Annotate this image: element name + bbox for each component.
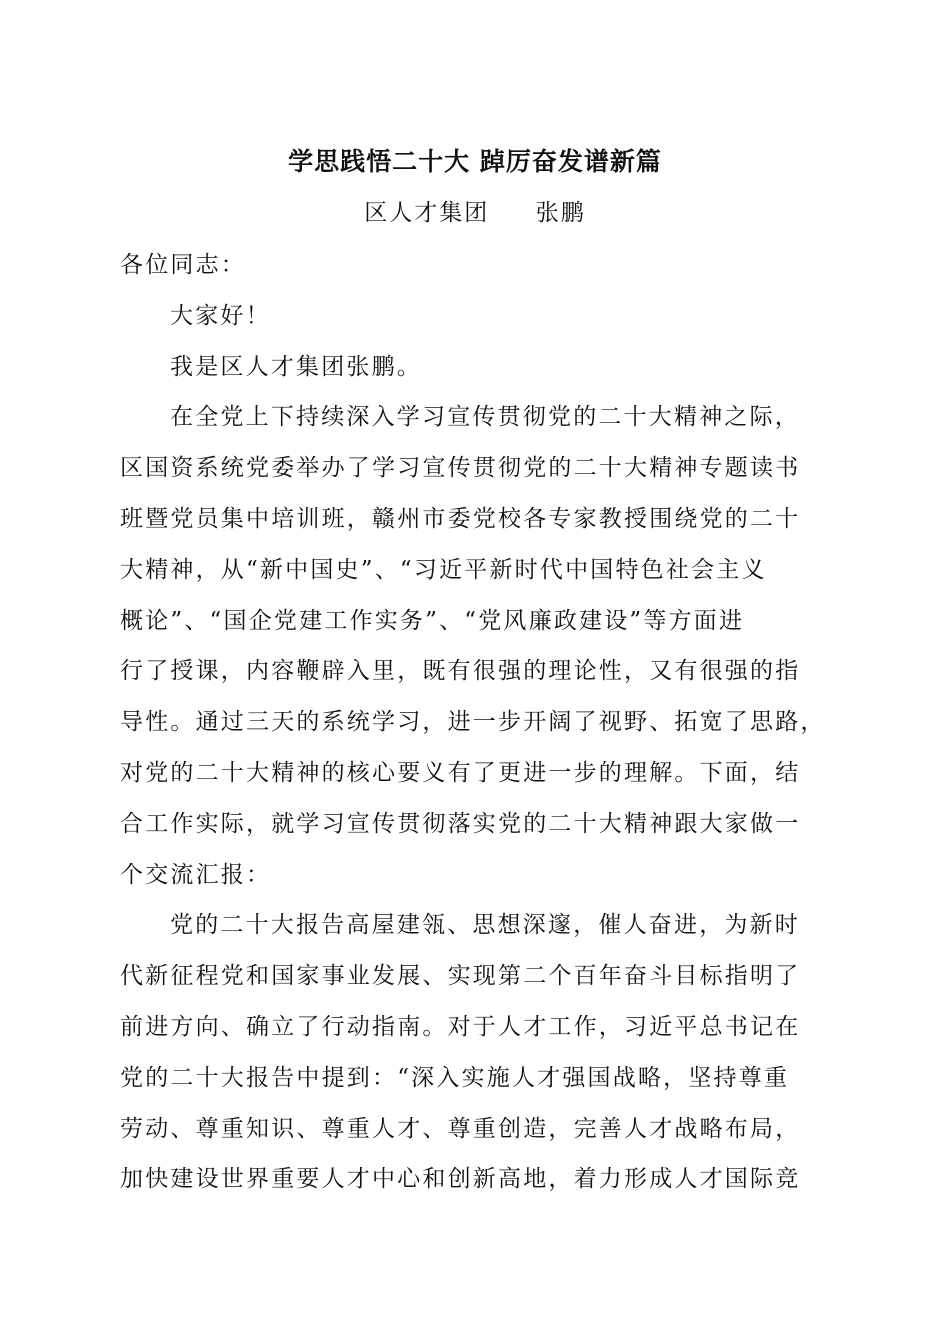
paragraph-line: 区国资系统党委举办了学习宣传贯彻党的二十大精神专题读书 — [120, 455, 801, 482]
paragraph-line: 劳动、尊重知识、尊重人才、尊重创造，完善人才战略布局， — [120, 1115, 801, 1142]
paragraph-line: 党的二十大报告高屋建瓴、思想深邃，催人奋进，为新时 — [170, 912, 800, 939]
document-body — [120, 240, 830, 1205]
paragraph-line: 个交流汇报： — [120, 861, 272, 888]
paragraph-line: 党的二十大报告中提到：“深入实施人才强国战略，坚持尊重 — [120, 1064, 790, 1091]
intro-line: 我是区人才集团张鹏。 — [170, 353, 422, 380]
paragraph-line: 概论”、“国企党建工作实务”、“党风廉政建设”等方面进 — [120, 607, 745, 634]
paragraph-line: 前进方向、确立了行动指南。对于人才工作，习近平总书记在 — [120, 1013, 801, 1040]
paragraph-line: 导性。通过三天的系统学习，进一步开阔了视野、拓宽了思路， — [120, 709, 826, 736]
paragraph-1 — [120, 392, 830, 900]
paragraph-line: 加快建设世界重要人才中心和创新高地，着力形成人才国际竞 — [120, 1166, 801, 1193]
paragraph-line: 班暨党员集中培训班，赣州市委党校各专家教授围绕党的二十 — [120, 505, 801, 532]
paragraph-line: 大精神，从“新中国史”、“习近平新时代中国特色社会主义 — [120, 556, 767, 583]
paragraph-line: 在全党上下持续深入学习宣传贯彻党的二十大精神之际， — [170, 404, 800, 431]
greeting: 大家好！ — [170, 302, 271, 329]
paragraph-2 — [120, 900, 830, 1205]
paragraph-line: 合工作实际，就学习宣传贯彻落实党的二十大精神跟大家做一 — [120, 810, 801, 837]
salutation: 各位同志： — [120, 252, 246, 278]
paragraph-line: 代新征程党和国家事业发展、实现第二个百年奋斗目标指明了 — [120, 963, 801, 990]
paragraph-line: 行了授课，内容鞭辟入里，既有很强的理论性，又有很强的指 — [120, 658, 801, 685]
author-byline: 区人才集团 张鹏 — [364, 200, 586, 226]
paragraph-line: 对党的二十大精神的核心要义有了更进一步的理解。下面，结 — [120, 759, 801, 786]
document-title: 学思践悟二十大 踔厉奋发谱新篇 — [288, 147, 662, 176]
